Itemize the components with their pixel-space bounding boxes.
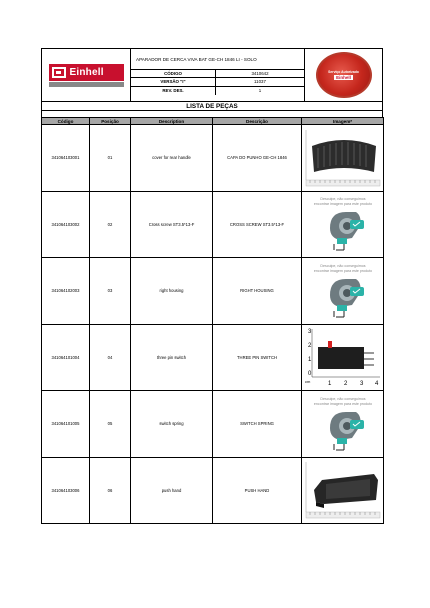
- col-descricao: Descrição: [213, 118, 302, 125]
- cell-description: switch spring: [131, 391, 213, 458]
- col-posicao: Posição: [90, 118, 131, 125]
- header-info: [131, 49, 305, 101]
- table-row: [42, 391, 384, 458]
- grip-cover-image: [304, 128, 382, 188]
- cell-descricao: SWITCH SPRING: [213, 391, 302, 458]
- col-description: Description: [131, 118, 213, 125]
- cell-codigo: 341064103002: [42, 191, 90, 258]
- field-codigo: CÓDIGO 3410642: [131, 70, 304, 78]
- cell-codigo: 341064102003: [42, 258, 90, 325]
- cell-codigo: 341064101004: [42, 324, 90, 391]
- placeholder-line1: Desculpe, não conseguimos: [319, 263, 366, 268]
- scale-y-tick: 1: [307, 357, 311, 364]
- scale-unit: cm: [304, 379, 310, 385]
- col-imagem: Imagem*: [302, 118, 384, 125]
- table-row: [42, 191, 384, 258]
- scale-x-tick: 2: [343, 381, 347, 388]
- no-image-icon: [330, 412, 364, 450]
- cell-descricao: THREE PIN SWITCH: [213, 324, 302, 391]
- table-row: [42, 258, 384, 325]
- no-image-placeholder: [304, 194, 382, 254]
- einhell-mark-icon: [52, 67, 66, 78]
- cell-posicao: 03: [90, 258, 131, 325]
- no-image-placeholder: [304, 261, 382, 321]
- field-rev-des: REV. DES. 1: [131, 87, 304, 95]
- scale-y-tick: 3: [307, 329, 311, 336]
- scale-y-tick: 2: [307, 343, 311, 350]
- cell-codigo: 341064103006: [42, 457, 90, 524]
- placeholder-line2: encontrar imagem para este produto: [313, 268, 372, 273]
- cell-codigo: 341064101005: [42, 391, 90, 458]
- list-title: LISTA DE PEÇAS: [41, 102, 383, 111]
- cell-codigo: 341064103001: [42, 125, 90, 192]
- product-title: APARADOR DE CERCA VIVA BAT GE-CH 1846 LI - SOLO: [131, 49, 304, 70]
- cell-posicao: 05: [90, 391, 131, 458]
- no-image-placeholder: [304, 394, 382, 454]
- switch-image: [304, 327, 382, 387]
- placeholder-line1: Desculpe, não conseguimos: [319, 197, 366, 202]
- table-header-row: [42, 118, 384, 125]
- scale-x-tick: 3: [359, 381, 363, 388]
- einhell-logo: Einhell: [42, 49, 131, 101]
- cell-descricao: PUSH HAND: [213, 457, 302, 524]
- authorized-service-seal-icon: Serviço Autorizado Einhell: [316, 52, 372, 98]
- cell-description: Cross screw ST3.5*13-F: [131, 191, 213, 258]
- cell-posicao: 01: [90, 125, 131, 192]
- placeholder-line2: encontrar imagem para este produto: [313, 202, 372, 207]
- service-stamp: [305, 49, 382, 101]
- cell-posicao: 02: [90, 191, 131, 258]
- placeholder-line1: Desculpe, não conseguimos: [319, 396, 366, 401]
- parts-table: [41, 117, 384, 524]
- no-image-icon: [330, 212, 364, 250]
- push-hand-image: [304, 460, 382, 520]
- col-codigo: Código: [42, 118, 90, 125]
- sheet-header: [41, 48, 383, 102]
- parts-sheet: [41, 48, 383, 524]
- cell-descricao: RIGHT HOUSING: [213, 258, 302, 325]
- table-row: [42, 125, 384, 192]
- placeholder-line2: encontrar imagem para este produto: [313, 401, 372, 406]
- cell-description: cover for rear handle: [131, 125, 213, 192]
- cell-description: three pin switch: [131, 324, 213, 391]
- scale-y-tick: 0: [307, 371, 311, 378]
- no-image-icon: [330, 279, 364, 317]
- table-row: [42, 324, 384, 391]
- cell-posicao: 04: [90, 324, 131, 391]
- cell-descricao: CAPA DO PUNHO GE-CH 1846: [213, 125, 302, 192]
- field-versao: VERSÃO "I" 11037: [131, 78, 304, 86]
- cell-description: push hand: [131, 457, 213, 524]
- scale-x-tick: 1: [327, 381, 331, 388]
- table-row: [42, 457, 384, 524]
- scale-x-tick: 4: [374, 381, 378, 388]
- cell-descricao: CROSS SCREW ST3.5*13-F: [213, 191, 302, 258]
- cell-posicao: 06: [90, 457, 131, 524]
- cell-description: right housing: [131, 258, 213, 325]
